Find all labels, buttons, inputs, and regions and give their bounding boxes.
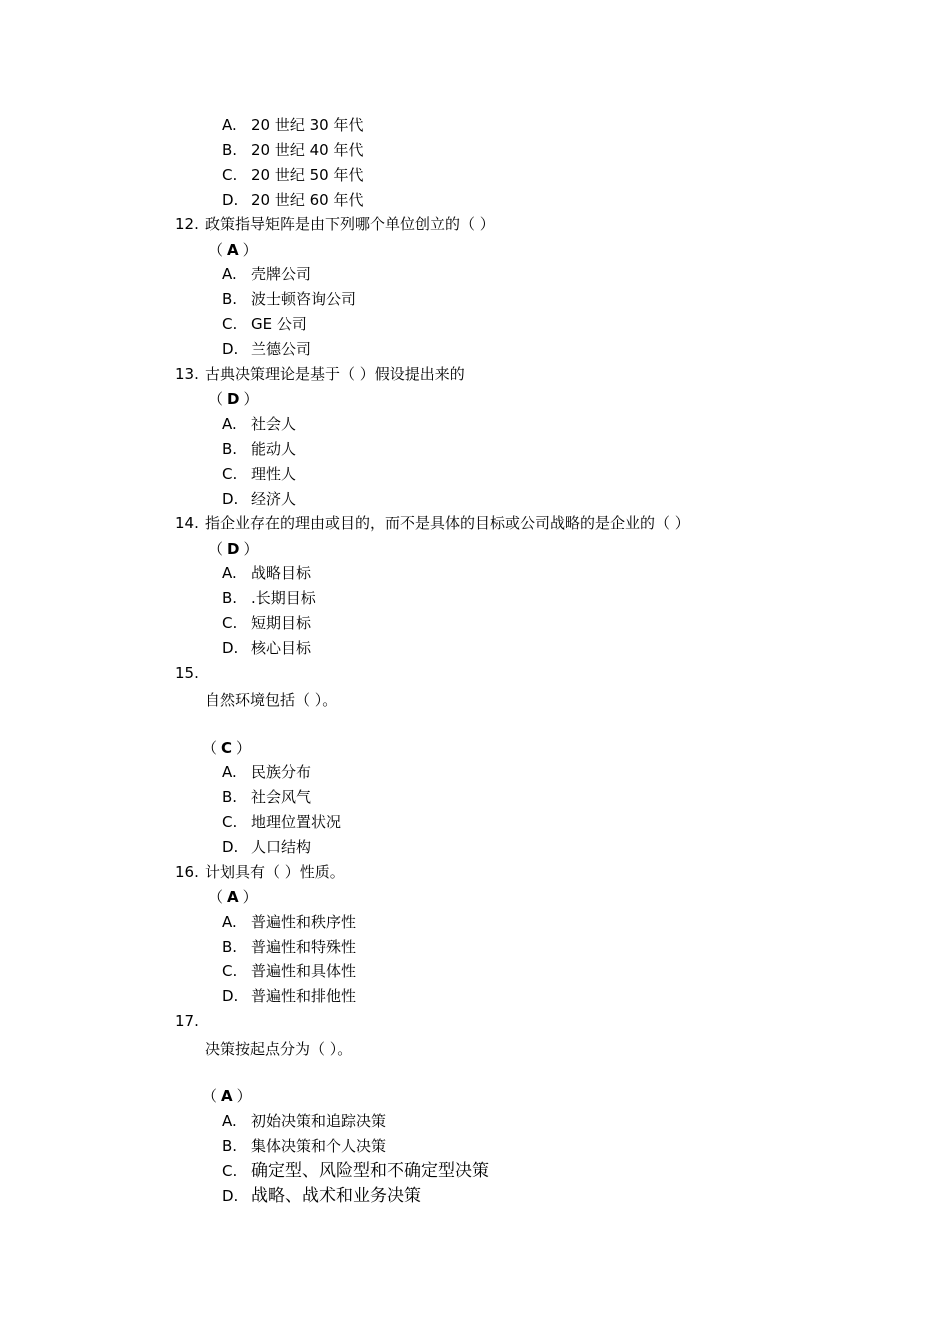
option-q13-a — [222, 414, 296, 434]
option-text: 普遍性和具体性 — [251, 962, 357, 980]
option-text: GE 公司 — [251, 315, 307, 333]
option-text: 确定型、风险型和不确定型决策 — [251, 1161, 489, 1181]
option-q15-d — [222, 837, 311, 857]
question-14-answer — [208, 539, 258, 559]
answer-bracket-close: ） — [242, 888, 258, 906]
option-text: 集体决策和个人决策 — [251, 1137, 387, 1155]
option-q14-d — [222, 638, 311, 658]
answer-bracket-open: （ — [202, 739, 218, 757]
question-number: 16. — [175, 863, 199, 881]
option-letter: B. — [222, 788, 238, 806]
option-letter: C. — [222, 315, 238, 333]
option-text: 波士顿咨询公司 — [251, 290, 357, 308]
option-q15-a — [222, 762, 311, 782]
answer-bracket-close: ） — [236, 739, 252, 757]
answer-bracket-open: （ — [208, 888, 224, 906]
option-letter: D. — [222, 1187, 239, 1205]
option-letter: A. — [222, 265, 237, 283]
question-text: 计划具有（ ）性质。 — [205, 863, 345, 881]
answer-bracket-close: ） — [242, 241, 258, 259]
option-letter: C. — [222, 962, 238, 980]
option-text: 20 世纪 40 年代 — [251, 141, 364, 159]
option-q11-b — [222, 140, 363, 160]
question-text: 指企业存在的理由或目的，而不是具体的目标或公司战略的是企业的（ ） — [205, 514, 690, 532]
option-letter: D. — [222, 987, 239, 1005]
option-letter: A. — [222, 415, 237, 433]
option-text: 战略目标 — [251, 564, 312, 582]
option-letter: A. — [222, 564, 237, 582]
option-text: 普遍性和排他性 — [251, 987, 357, 1005]
question-text: 古典决策理论是基于（ ）假设提出来的 — [205, 365, 465, 383]
answer-bracket-close: ） — [243, 540, 259, 558]
option-q16-d — [222, 986, 356, 1006]
option-text: 初始决策和追踪决策 — [251, 1112, 387, 1130]
option-text: 理性人 — [251, 465, 297, 483]
answer-letter: A — [227, 241, 239, 259]
option-q14-b — [222, 588, 316, 608]
option-q15-b — [222, 787, 311, 807]
option-q12-a — [222, 264, 311, 284]
question-16-stem — [175, 862, 345, 882]
option-q17-c — [222, 1161, 489, 1181]
option-letter: D. — [222, 191, 239, 209]
option-q11-d — [222, 190, 363, 210]
option-text: .长期目标 — [251, 589, 316, 607]
option-letter: C. — [222, 614, 238, 632]
option-text: 人口结构 — [251, 838, 312, 856]
option-q12-d — [222, 339, 311, 359]
option-letter: B. — [222, 440, 238, 458]
option-text: 20 世纪 50 年代 — [251, 166, 364, 184]
option-letter: D. — [222, 340, 239, 358]
option-letter: A. — [222, 763, 237, 781]
option-q11-c — [222, 165, 363, 185]
option-q16-a — [222, 912, 356, 932]
answer-bracket-close: ） — [236, 1087, 252, 1105]
option-q17-a — [222, 1111, 386, 1131]
question-17-number: 17. — [175, 1012, 199, 1030]
option-q12-b — [222, 289, 356, 309]
option-text: 能动人 — [251, 440, 297, 458]
option-text: 经济人 — [251, 490, 297, 508]
option-text: 核心目标 — [251, 639, 312, 657]
option-letter: A. — [222, 116, 237, 134]
option-q13-c — [222, 464, 296, 484]
option-text: 20 世纪 60 年代 — [251, 191, 364, 209]
answer-letter: A — [221, 1087, 233, 1105]
question-13-answer — [208, 389, 258, 409]
answer-bracket-open: （ — [208, 241, 224, 259]
option-letter: D. — [222, 490, 239, 508]
option-letter: B. — [222, 1137, 238, 1155]
option-q16-c — [222, 961, 356, 981]
option-text: 普遍性和特殊性 — [251, 938, 357, 956]
option-text: 战略、战术和业务决策 — [251, 1186, 421, 1206]
answer-bracket-open: （ — [208, 390, 224, 408]
option-q11-a — [222, 115, 363, 135]
option-q14-c — [222, 613, 311, 633]
option-q17-d — [222, 1186, 421, 1206]
option-q13-b — [222, 439, 296, 459]
answer-letter: C — [221, 739, 233, 757]
option-letter: D. — [222, 639, 239, 657]
question-15-answer — [202, 738, 251, 758]
answer-letter: D — [227, 540, 240, 558]
option-letter: B. — [222, 938, 238, 956]
question-15-number: 15. — [175, 664, 199, 682]
answer-bracket-close: ） — [243, 390, 259, 408]
answer-letter: D — [227, 390, 240, 408]
answer-letter: A — [227, 888, 239, 906]
option-letter: B. — [222, 290, 238, 308]
option-letter: C. — [222, 813, 238, 831]
option-text: 20 世纪 30 年代 — [251, 116, 364, 134]
question-17-stem: 决策按起点分为（ ）。 — [205, 1040, 353, 1058]
option-letter: C. — [222, 1162, 238, 1180]
question-text: 政策指导矩阵是由下列哪个单位创立的（ ） — [205, 215, 495, 233]
question-12-stem — [175, 214, 495, 234]
question-14-stem — [175, 513, 690, 533]
option-text: 壳牌公司 — [251, 265, 312, 283]
option-text: 短期目标 — [251, 614, 312, 632]
question-number: 14. — [175, 514, 199, 532]
option-letter: A. — [222, 1112, 237, 1130]
option-text: 普遍性和秩序性 — [251, 913, 357, 931]
question-16-answer — [208, 887, 258, 907]
question-17-answer — [202, 1086, 252, 1106]
option-text: 社会人 — [251, 415, 297, 433]
question-15-stem: 自然环境包括（ ）。 — [205, 691, 338, 709]
question-number: 13. — [175, 365, 199, 383]
option-letter: D. — [222, 838, 239, 856]
option-text: 民族分布 — [251, 763, 312, 781]
option-q16-b — [222, 937, 356, 957]
question-number: 12. — [175, 215, 199, 233]
option-text: 地理位置状况 — [251, 813, 342, 831]
option-letter: B. — [222, 589, 238, 607]
option-letter: B. — [222, 141, 238, 159]
option-q14-a — [222, 563, 311, 583]
option-letter: C. — [222, 465, 238, 483]
option-letter: C. — [222, 166, 238, 184]
option-q12-c — [222, 314, 307, 334]
option-text: 社会风气 — [251, 788, 312, 806]
option-q17-b — [222, 1136, 386, 1156]
question-12-answer — [208, 240, 258, 260]
option-q15-c — [222, 812, 341, 832]
answer-bracket-open: （ — [202, 1087, 218, 1105]
option-text: 兰德公司 — [251, 340, 312, 358]
answer-bracket-open: （ — [208, 540, 224, 558]
question-13-stem — [175, 364, 465, 384]
option-q13-d — [222, 489, 296, 509]
option-letter: A. — [222, 913, 237, 931]
